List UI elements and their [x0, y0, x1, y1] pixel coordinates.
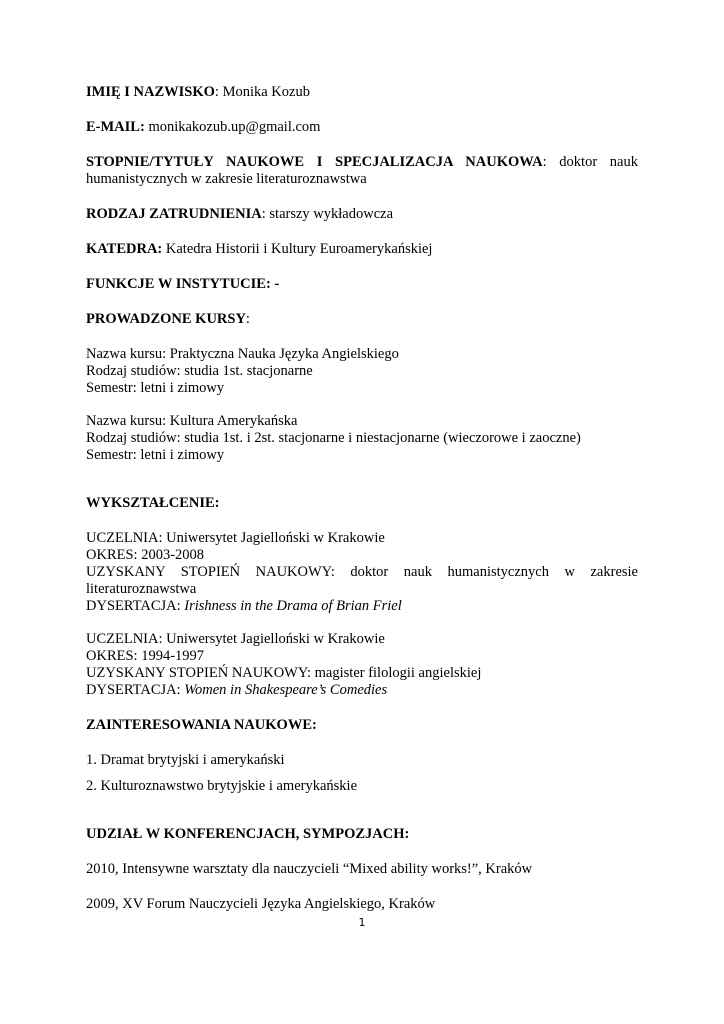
- education-1-dissertation-title: Irishness in the Drama of Brian Friel: [184, 598, 402, 614]
- course-1-name: Nazwa kursu: Praktyczna Nauka Języka Angielskiego: [86, 346, 399, 362]
- education-1-period: OKRES: 2003-2008: [86, 547, 205, 563]
- interests-label: ZAINTERESOWANIA NAUKOWE:: [86, 717, 317, 733]
- conferences-heading: [86, 826, 638, 843]
- education-2-dissertation: [86, 682, 638, 699]
- education-1-university: UCZELNIA: Uniwersytet Jagielloński w Krakowie: [86, 530, 385, 546]
- education-2-degree: UZYSKANY STOPIEŃ NAUKOWY: magister filologii angielskiej: [86, 665, 482, 681]
- name-row: [86, 84, 638, 101]
- employment-label: RODZAJ ZATRUDNIENIA: [86, 206, 262, 222]
- education-2-dissertation-title: Women in Shakespeare’s Comedies: [184, 682, 388, 698]
- conferences-label: UDZIAŁ W KONFERENCJACH, SYMPOZJACH:: [86, 826, 410, 842]
- department-value: Katedra Historii i Kultury Euroamerykańskiej: [162, 241, 433, 257]
- functions-label: FUNKCJE W INSTYTUCIE: -: [86, 276, 280, 292]
- courses-label: PROWADZONE KURSY: [86, 311, 246, 327]
- education-entry-2: [86, 631, 638, 699]
- email-row: [86, 119, 638, 136]
- course-2: [86, 413, 638, 464]
- course-2-type: Rodzaj studiów: studia 1st. i 2st. stacjonarne i niestacjonarne (wieczorowe i zaoczne): [86, 430, 581, 446]
- interests-heading: [86, 717, 638, 734]
- education-entry-1: [86, 530, 638, 615]
- degrees-row: [86, 154, 638, 188]
- courses-heading: [86, 311, 638, 328]
- degrees-value: : doktor nauk humanistycznych w zakresie literaturoznawstwa: [86, 154, 638, 187]
- department-label: KATEDRA:: [86, 241, 163, 257]
- education-1-dissertation-label: DYSERTACJA:: [86, 598, 185, 614]
- education-2-dissertation-label: DYSERTACJA:: [86, 682, 185, 698]
- employment-row: [86, 206, 638, 223]
- education-2-university: UCZELNIA: Uniwersytet Jagielloński w Krakowie: [86, 631, 385, 647]
- name-value: : Monika Kozub: [214, 84, 310, 100]
- name-label: IMIĘ I NAZWISKO: [86, 84, 215, 100]
- employment-value: : starszy wykładowcza: [261, 206, 394, 222]
- email-label: E-MAIL:: [86, 119, 145, 135]
- email-value: monikakozub.up@gmail.com: [144, 119, 321, 135]
- course-1: [86, 346, 638, 397]
- conference-item: 2010, Intensywne warsztaty dla nauczycieli “Mixed ability works!”, Kraków: [86, 861, 533, 877]
- course-2-name: Nazwa kursu: Kultura Amerykańska: [86, 413, 298, 429]
- education-2-period: OKRES: 1994-1997: [86, 648, 205, 664]
- page-number: 1: [358, 916, 366, 929]
- course-1-type: Rodzaj studiów: studia 1st. stacjonarne: [86, 363, 313, 379]
- course-1-semester: Semestr: letni i zimowy: [86, 380, 225, 396]
- functions-row: [86, 276, 638, 293]
- education-heading: [86, 495, 638, 512]
- cv-document: [86, 84, 638, 913]
- degrees-label: STOPNIE/TYTUŁY NAUKOWE I SPECJALIZACJA NAUKOWA: [86, 154, 543, 170]
- interest-item: 2. Kulturoznawstwo brytyjskie i amerykańskie: [86, 778, 358, 794]
- education-1-degree: UZYSKANY STOPIEŃ NAUKOWY: doktor nauk humanistycznych w zakresie literaturoznawstwa: [86, 564, 638, 597]
- course-2-semester: Semestr: letni i zimowy: [86, 447, 225, 463]
- courses-suffix: :: [245, 311, 250, 327]
- interest-item: 1. Dramat brytyjski i amerykański: [86, 752, 285, 768]
- conference-item: 2009, XV Forum Nauczycieli Języka Angielskiego, Kraków: [86, 896, 436, 912]
- department-row: [86, 241, 638, 258]
- education-1-dissertation: [86, 598, 638, 615]
- education-label: WYKSZTAŁCENIE:: [86, 495, 220, 511]
